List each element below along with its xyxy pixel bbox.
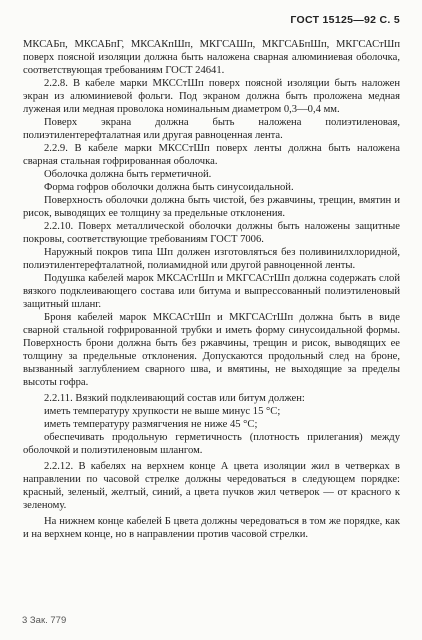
paragraph: Поверхность оболочки должна быть чистой, без ржавчины, трещин, вмятин и рисок, выводящих ее толщину за предельные отклонения. xyxy=(23,195,400,219)
paragraph-2-2-9: 2.2.9. В кабеле марки МКССтШп поверх ленты должна быть наложена сварная стальная гофрированная оболочка. xyxy=(23,143,400,167)
paragraph: Поверх экрана должна быть наложена полиэтиленовая, полиэтилентерефталатная или другая равноценная лента. xyxy=(23,117,400,141)
paragraph: иметь температуру хрупкости не выше минус 15 °С; xyxy=(44,406,281,417)
document-body xyxy=(23,38,400,541)
paragraph: Наружный покров типа Шп должен изготовляться без поливинилхлоридной, полиэтилентерефталатной, полиамидной или другой равноценной ленты. xyxy=(23,247,400,271)
paragraph: МКСАБп, МКСАБпГ, МКСАКпШп, МКГСАШп, МКГСАБпШп, МКГСАСтШп поверх поясной изоляции должна быть наложена сварная алюминиевая оболочка, соответствующая требованиям ГОСТ 24641. xyxy=(23,39,400,76)
paragraph: Форма гофров оболочки должна быть синусоидальной. xyxy=(44,182,294,193)
page-footer: 3 Зак. 779 xyxy=(22,615,67,626)
paragraph: обеспечивать продольную герметичность (плотность прилегания) между оболочкой и полиэтиленовым шлангом. xyxy=(23,432,400,456)
paragraph-2-2-8: 2.2.8. В кабеле марки МКССтШп поверх поясной изоляции быть наложен экран из алюминиевой фольги. Под экраном должна быть проложена медная луженая или медная проволока номинальным диаметром 0,3—0,4 мм. xyxy=(23,78,400,115)
paragraph: Оболочка должна быть герметичной. xyxy=(44,169,212,180)
paragraph-2-2-10: 2.2.10. Поверх металлической оболочки должны быть наложены защитные покровы, соответствующие требованиям ГОСТ 7006. xyxy=(23,221,400,245)
paragraph: Броня кабелей марок МКСАСтШп и МКГСАСтШп должна быть в виде сварной стальной гофрированной трубки и иметь форму синусоидальной формы. Поверхность брони должна быть без ржавчины, трещин и рисок, выводящих ее толщину за предельные отклонения. Допускаются продольный след на броне, вызванный заглублением сварного шва, и вмятины, не выходящие за пределы высоты гофра. xyxy=(23,312,400,388)
paragraph: иметь температуру размягчения не ниже 45 °С; xyxy=(44,419,258,430)
page-header: ГОСТ 15125—92 С. 5 xyxy=(290,14,400,26)
paragraph-2-2-12: 2.2.12. В кабелях на верхнем конце А цвета изоляции жил в четверках в направлении по часовой стрелке должны чередоваться в следующем порядке: красный, зеленый, желтый, синий, а цвета пучков жил четверок — от красного к зеленому. xyxy=(23,461,400,511)
paragraph-2-2-11: 2.2.11. Вязкий подклеивающий состав или битум должен: xyxy=(44,393,305,404)
paragraph: Подушка кабелей марок МКСАСтШп и МКГСАСтШп должна содержать слой вязкого подклеивающего состава или битума и выпрессованный полиэтиленовый защитный шланг. xyxy=(23,273,400,310)
paragraph: На нижнем конце кабелей Б цвета должны чередоваться в том же порядке, как и на верхнем конце, но в направлении против часовой стрелки. xyxy=(23,516,400,540)
